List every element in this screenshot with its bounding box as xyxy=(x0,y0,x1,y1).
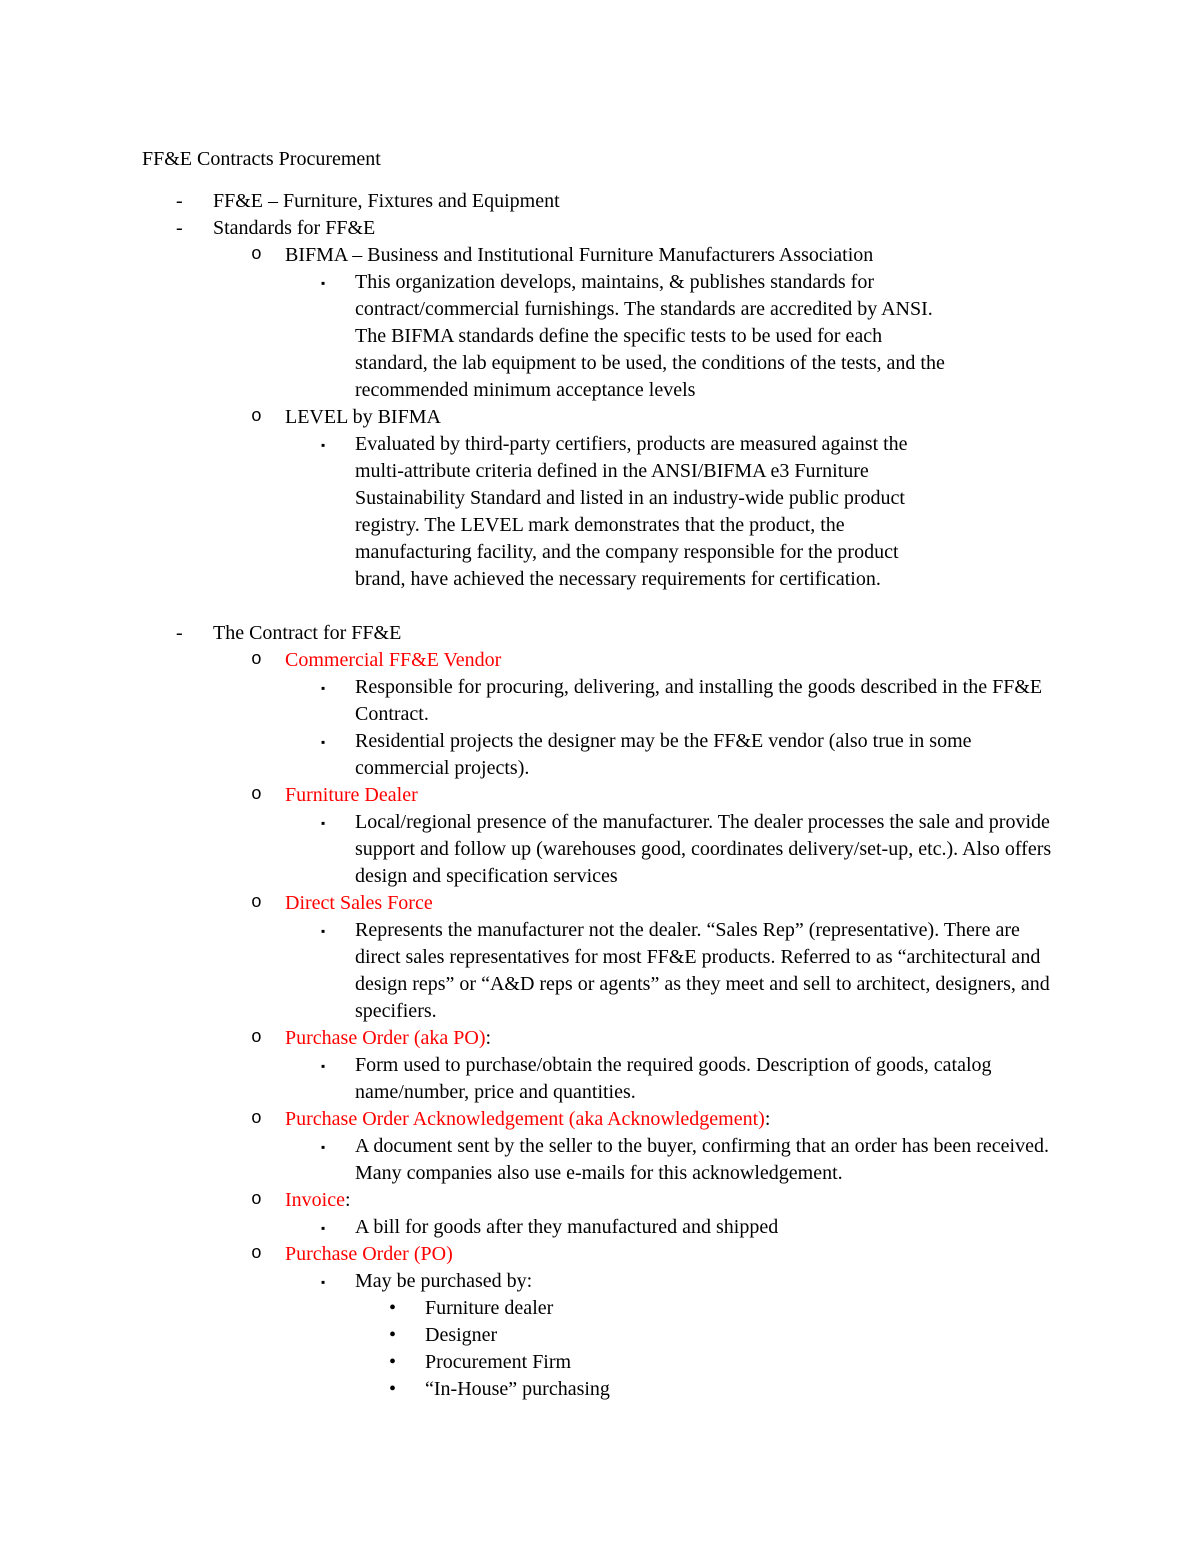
list-item xyxy=(142,269,1060,404)
disc-marker: • xyxy=(389,1378,397,1400)
list-item-text: LEVEL by BIFMA xyxy=(285,406,441,428)
list-item xyxy=(142,890,1060,917)
list-item-text: A bill for goods after they manufactured and shipped xyxy=(355,1216,779,1238)
list-item xyxy=(142,242,1060,269)
list-item-text: Standards for FF&E xyxy=(213,217,376,239)
list-item xyxy=(142,1349,1060,1376)
outline-list xyxy=(142,188,1060,1403)
list-item xyxy=(142,917,1060,1025)
circle-marker: o xyxy=(251,893,262,913)
list-item-text: Furniture dealer xyxy=(425,1297,554,1319)
list-item xyxy=(142,431,1060,593)
circle-marker: o xyxy=(251,1190,262,1210)
circle-marker: o xyxy=(251,1109,262,1129)
list-item xyxy=(142,647,1060,674)
list-item xyxy=(142,1052,1060,1106)
list-item-suffix: : xyxy=(344,1189,351,1211)
list-item xyxy=(142,620,1060,647)
list-item xyxy=(142,1025,1060,1052)
list-item-text: Represents the manufacturer not the dealer. “Sales Rep” (representative). There are direct sales representatives for most FF&E products. Referred to as “architectural and design reps” or “A&D reps or agents” as they meet and sell to architect, designers, and specifiers. xyxy=(355,919,1050,1022)
list-item-text: May be purchased by: xyxy=(355,1270,533,1292)
circle-marker: o xyxy=(251,245,262,265)
list-item-text: Form used to purchase/obtain the required goods. Description of goods, catalog name/number, price and quantities. xyxy=(355,1054,992,1103)
square-marker: ▪ xyxy=(321,1275,326,1289)
list-item-text: This organization develops, maintains, & publishes standards for contract/commercial furnishings. The standards are accredited by ANSI. The BIFMA standards define the specific tests to be used for each standard, the lab equipment to be used, the conditions of the tests, and the recommended minimum acceptance levels xyxy=(355,271,945,401)
list-item xyxy=(142,674,1060,728)
list-item-text: Procurement Firm xyxy=(425,1351,572,1373)
list-item xyxy=(142,782,1060,809)
list-item-text: Evaluated by third-party certifiers, products are measured against the multi-attribute criteria defined in the ANSI/BIFMA e3 Furniture Sustainability Standard and listed in an industry-wide public product registry. The LEVEL mark demonstrates that the product, the manufacturing facility, and the company responsible for the product brand, have achieved the necessary requirements for certification. xyxy=(355,433,908,590)
list-item-text: Purchase Order (aka PO) xyxy=(285,1027,486,1049)
dash-marker: - xyxy=(176,217,183,239)
list-item-text: FF&E – Furniture, Fixtures and Equipment xyxy=(213,190,560,212)
list-item-text: Local/regional presence of the manufacturer. The dealer processes the sale and provide support and follow up (warehouses good, coordinates delivery/set-up, etc.). Also offers design and specification services xyxy=(355,811,1052,887)
list-item xyxy=(142,1133,1060,1187)
disc-marker: • xyxy=(389,1324,397,1346)
list-item-text: A document sent by the seller to the buyer, confirming that an order has been received. Many companies also use e-mails for this acknowledgement. xyxy=(355,1135,1049,1184)
list-item xyxy=(142,1241,1060,1268)
blank-line xyxy=(142,593,1060,620)
list-item xyxy=(142,215,1060,242)
list-item-text: Commercial FF&E Vendor xyxy=(285,649,502,671)
square-marker: ▪ xyxy=(321,276,326,290)
list-item-text: Direct Sales Force xyxy=(285,892,433,914)
list-item-text: BIFMA – Business and Institutional Furniture Manufacturers Association xyxy=(285,244,874,266)
list-item-suffix: : xyxy=(485,1027,492,1049)
list-item-text: Purchase Order Acknowledgement (aka Acknowledgement) xyxy=(285,1108,765,1130)
list-item xyxy=(142,1268,1060,1295)
list-item-suffix: : xyxy=(764,1108,771,1130)
list-item xyxy=(142,809,1060,890)
list-item-text: Purchase Order (PO) xyxy=(285,1243,453,1265)
list-item xyxy=(142,188,1060,215)
list-item xyxy=(142,1214,1060,1241)
square-marker: ▪ xyxy=(321,816,326,830)
circle-marker: o xyxy=(251,650,262,670)
disc-marker: • xyxy=(389,1297,397,1319)
circle-marker: o xyxy=(251,785,262,805)
list-item-text: The Contract for FF&E xyxy=(213,622,402,644)
list-item xyxy=(142,1106,1060,1133)
dash-marker: - xyxy=(176,190,183,212)
circle-marker: o xyxy=(251,1244,262,1264)
circle-marker: o xyxy=(251,407,262,427)
document-content xyxy=(142,146,1060,1403)
list-item-text: Invoice xyxy=(285,1189,345,1211)
list-item-text: Residential projects the designer may be the FF&E vendor (also true in some commercial projects). xyxy=(355,730,972,779)
square-marker: ▪ xyxy=(321,1221,326,1235)
list-item xyxy=(142,1187,1060,1214)
square-marker: ▪ xyxy=(321,438,326,452)
square-marker: ▪ xyxy=(321,924,326,938)
square-marker: ▪ xyxy=(321,681,326,695)
list-item xyxy=(142,1295,1060,1322)
disc-marker: • xyxy=(389,1351,397,1373)
square-marker: ▪ xyxy=(321,1140,326,1154)
circle-marker: o xyxy=(251,1028,262,1048)
list-item-text: Designer xyxy=(425,1324,498,1346)
dash-marker: - xyxy=(176,622,183,644)
list-item-text: Responsible for procuring, delivering, and installing the goods described in the FF&E Contract. xyxy=(355,676,1043,725)
square-marker: ▪ xyxy=(321,735,326,749)
square-marker: ▪ xyxy=(321,1059,326,1073)
list-item xyxy=(142,728,1060,782)
list-item-text: Furniture Dealer xyxy=(285,784,418,806)
page-title: FF&E Contracts Procurement xyxy=(142,148,381,170)
list-item xyxy=(142,1376,1060,1403)
list-item-text: “In-House” purchasing xyxy=(425,1378,610,1400)
list-item xyxy=(142,1322,1060,1349)
list-item xyxy=(142,404,1060,431)
